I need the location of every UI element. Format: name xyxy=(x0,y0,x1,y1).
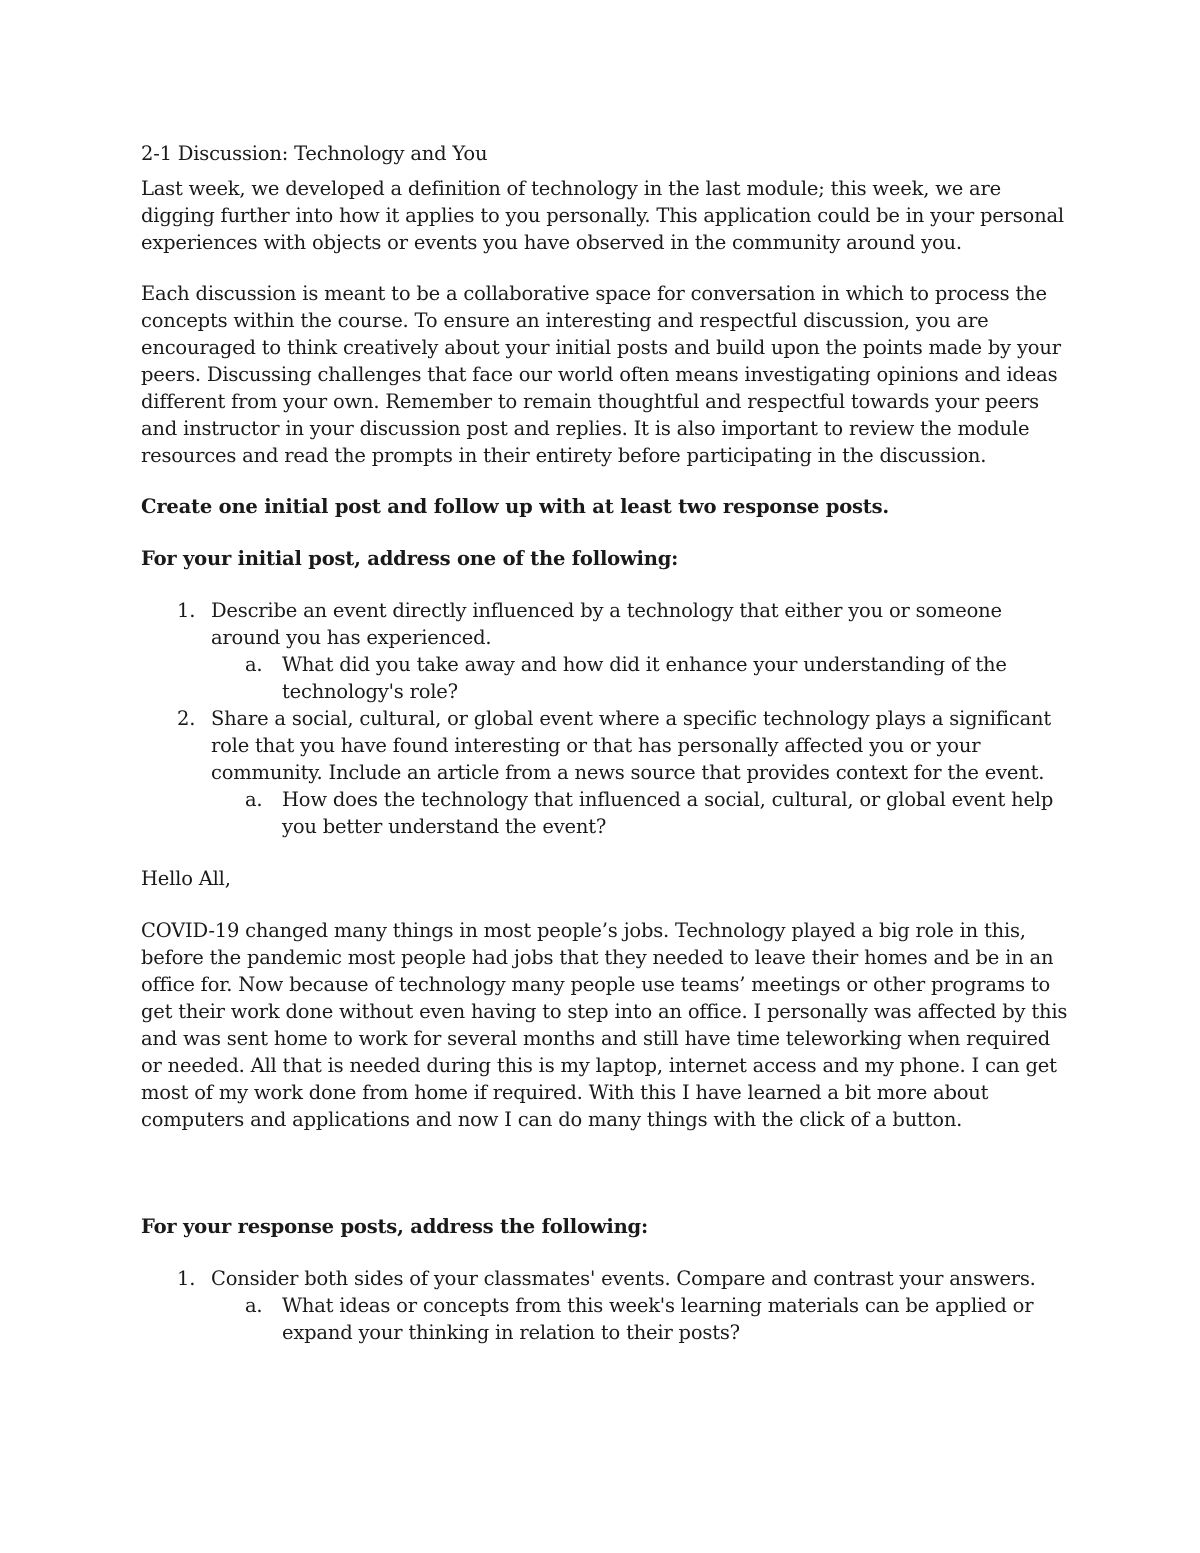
intro-paragraph-1: Last week, we developed a definition of technology in the last module; this week, we are digging further into how it applies to you personally. This application could be in your personal experiences with objects or events you have observed in the community around you. xyxy=(141,177,1064,254)
sub-list xyxy=(211,786,1071,840)
list-item-text: Share a social, cultural, or global event where a specific technology plays a significant role that you have found interesting or that has personally affected you or your community. Include an article from a news source that provides context for the event. xyxy=(211,707,1052,784)
sub-list-item-text: What ideas or concepts from this week's learning materials can be applied or expand your thinking in relation to their posts? xyxy=(282,1294,1034,1344)
list-item xyxy=(141,705,1071,840)
sub-list-marker: a. xyxy=(245,653,263,676)
sub-list-item xyxy=(211,786,1071,840)
list-marker: 2. xyxy=(177,707,196,730)
list-item xyxy=(141,597,1071,705)
sub-list-item-text: What did you take away and how did it enhance your understanding of the technology's role? xyxy=(282,653,1007,703)
list-item xyxy=(141,1265,1071,1346)
list-item-text: Describe an event directly influenced by a technology that either you or someone around you has experienced. xyxy=(211,599,1002,649)
intro-paragraph-2: Each discussion is meant to be a collaborative space for conversation in which to process the concepts within the course. To ensure an interesting and respectful discussion, you are encouraged to think creatively about your initial posts and build upon the points made by your peers. Discussing challenges that face our world often means investigating opinions and ideas different from your own. Remember to remain thoughtful and respectful towards your peers and instructor in your discussion post and replies. It is also important to review the module resources and read the prompts in their entirety before participating in the discussion. xyxy=(141,282,1061,467)
sub-list xyxy=(211,651,1071,705)
instruction-text: Create one initial post and follow up with at least two response posts. xyxy=(141,495,889,518)
response-post-heading: For your response posts, address the following: xyxy=(141,1215,648,1238)
sub-list-item xyxy=(211,1292,1071,1346)
sub-list-marker: a. xyxy=(245,1294,263,1317)
sub-list-marker: a. xyxy=(245,788,263,811)
sub-list xyxy=(211,1292,1071,1346)
post-body: COVID-19 changed many things in most people’s jobs. Technology played a big role in this, before the pandemic most people had jobs that they needed to leave their homes and be in an office for. Now because of technology many people use teams’ meetings or other programs to get their work done without even having to step into an office. I personally was affected by this and was sent home to work for several months and still have time teleworking when required or needed. All that is needed during this is my laptop, internet access and my phone. I can get most of my work done from home if required. With this I have learned a bit more about computers and applications and now I can do many things with the click of a button. xyxy=(141,919,1068,1131)
initial-post-list xyxy=(141,597,1071,840)
post-greeting: Hello All, xyxy=(141,867,231,890)
document-title: 2-1 Discussion: Technology and You xyxy=(141,142,488,165)
initial-post-heading: For your initial post, address one of the following: xyxy=(141,547,679,570)
response-post-list xyxy=(141,1265,1071,1346)
list-item-text: Consider both sides of your classmates' events. Compare and contrast your answers. xyxy=(211,1267,1036,1290)
list-marker: 1. xyxy=(177,1267,196,1290)
list-marker: 1. xyxy=(177,599,196,622)
sub-list-item xyxy=(211,651,1071,705)
document-page xyxy=(141,140,1071,1371)
sub-list-item-text: How does the technology that influenced a social, cultural, or global event help you better understand the event? xyxy=(282,788,1054,838)
